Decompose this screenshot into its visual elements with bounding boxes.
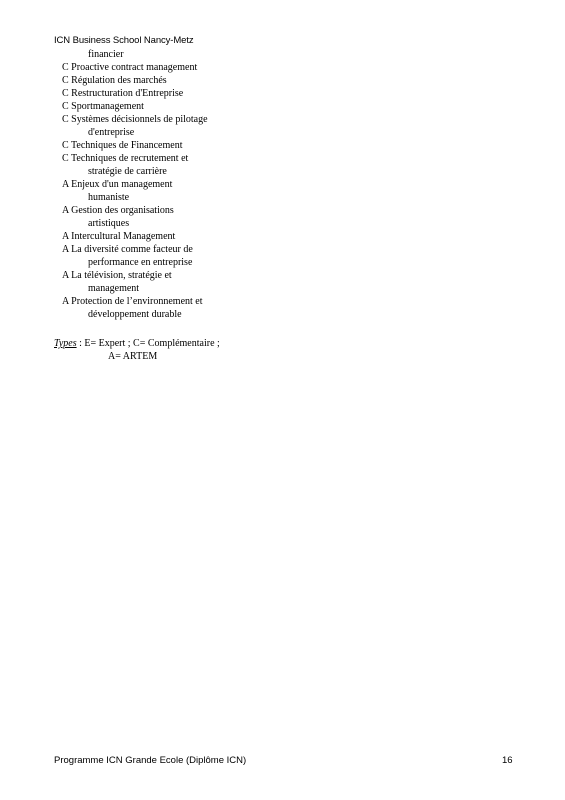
course-item	[62, 139, 208, 152]
course-type: C	[62, 114, 69, 125]
course-line	[62, 113, 208, 126]
course-name: La diversité comme facteur de	[71, 244, 193, 255]
course-line	[62, 139, 208, 152]
course-type: C	[62, 75, 69, 86]
course-item	[62, 230, 208, 243]
types-separator: :	[76, 338, 85, 349]
course-item	[62, 100, 208, 113]
course-item	[62, 61, 208, 74]
course-name: Gestion des organisations	[71, 205, 174, 216]
course-item	[62, 243, 208, 269]
course-type: C	[62, 101, 69, 112]
course-name: Systèmes décisionnels de pilotage	[71, 114, 208, 125]
course-name: Restructuration d'Entreprise	[71, 88, 184, 99]
course-type: A	[62, 270, 69, 281]
footer-page-number: 16	[502, 755, 513, 766]
course-name: Intercultural Management	[71, 231, 176, 242]
course-entries	[62, 61, 208, 321]
course-type: C	[62, 62, 69, 73]
course-name-continued: performance en entreprise	[88, 257, 193, 268]
course-name: Techniques de Financement	[71, 140, 183, 151]
course-name: Proactive contract management	[71, 62, 198, 73]
course-name-continued: management	[88, 283, 140, 294]
footer-program: Programme ICN Grande Ecole (Diplôme ICN)	[54, 755, 247, 766]
course-line	[62, 295, 208, 308]
course-line	[62, 74, 208, 87]
course-type: A	[62, 205, 69, 216]
course-name-continued: développement durable	[88, 309, 182, 320]
course-line	[62, 152, 208, 165]
course-name: Régulation des marchés	[71, 75, 167, 86]
course-line	[62, 204, 208, 217]
course-item	[62, 87, 208, 100]
course-type: C	[62, 140, 69, 151]
course-line	[62, 100, 208, 113]
course-name-continued: humaniste	[88, 192, 130, 203]
course-name: Protection de l’environnement et	[71, 296, 203, 307]
course-type: A	[62, 231, 69, 242]
course-name: Sportmanagement	[71, 101, 144, 112]
course-type: C	[62, 88, 69, 99]
types-line-2: A= ARTEM	[108, 351, 158, 362]
course-line	[62, 243, 208, 256]
course-line	[62, 178, 208, 191]
course-item	[62, 269, 208, 295]
course-item	[62, 295, 208, 321]
course-item	[62, 113, 208, 139]
course-line	[62, 87, 208, 100]
course-name: Techniques de recrutement et	[71, 153, 189, 164]
course-item	[62, 152, 208, 178]
types-legend	[54, 337, 220, 363]
course-item	[62, 74, 208, 87]
page-header-school: ICN Business School Nancy-Metz	[54, 35, 194, 46]
course-item	[62, 204, 208, 230]
course-name-continued: d'entreprise	[88, 127, 135, 138]
continued-line: financier	[88, 49, 124, 60]
course-type: A	[62, 244, 69, 255]
course-name-continued: stratégie de carrière	[88, 166, 167, 177]
course-line	[62, 230, 208, 243]
course-line	[62, 269, 208, 282]
course-line	[62, 61, 208, 74]
course-type: A	[62, 296, 69, 307]
course-type: C	[62, 153, 69, 164]
types-label: Types	[54, 338, 77, 349]
types-line-1: E= Expert ; C= Complémentaire ;	[84, 338, 220, 349]
course-name-continued: artistiques	[88, 218, 130, 229]
course-item	[62, 178, 208, 204]
course-name: Enjeux d'un management	[71, 179, 173, 190]
course-type: A	[62, 179, 69, 190]
course-name: La télévision, stratégie et	[71, 270, 172, 281]
course-list	[62, 48, 208, 321]
